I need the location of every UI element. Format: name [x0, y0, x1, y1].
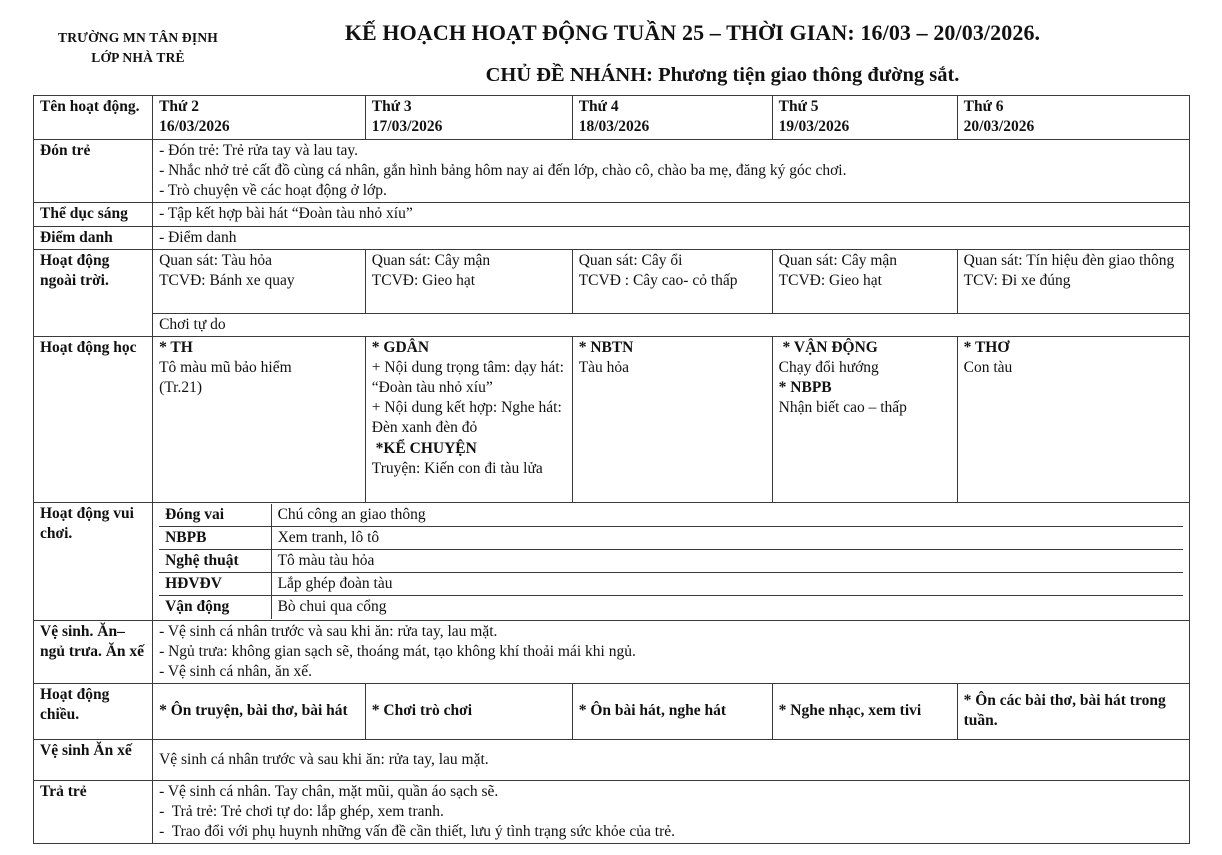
chieu-wed: * Ôn bài hát, nghe hát	[572, 683, 772, 739]
day-header-fri	[957, 96, 1189, 140]
row-label-hoc: Hoạt động học	[34, 336, 153, 502]
row-label-ngoai-troi: Hoạt động ngoài trời.	[34, 249, 153, 336]
row-label-vui-choi: Hoạt động vui chơi.	[34, 502, 153, 620]
day-header-mon	[153, 96, 366, 140]
game-line: TCVĐ : Cây cao- cỏ thấp	[578, 271, 738, 289]
lesson-line: Nhận biết cao – thấp	[778, 399, 907, 417]
observe-line: Quan sát: Cây mận	[778, 251, 898, 269]
lesson-title: * THƠ	[963, 338, 1010, 356]
day-date: 19/03/2026	[778, 118, 850, 136]
vui-choi-item	[159, 504, 1183, 527]
row-label-ve-sinh-an-xe: Vệ sinh Ăn xế	[34, 739, 153, 780]
vui-choi-item	[159, 526, 1183, 549]
ngoai-troi-thu	[772, 249, 957, 313]
lesson-line: + Nội dung kết hợp: Nghe hát: Đèn xanh đèn đỏ	[371, 399, 566, 437]
row-label-chieu: Hoạt động chiều.	[34, 683, 153, 739]
ngoai-troi-tue	[365, 249, 572, 313]
row-free-play	[34, 313, 1190, 336]
row-don-tre	[34, 140, 1190, 203]
school-block	[33, 10, 243, 69]
hygiene-line: - Vệ sinh cá nhân trước và sau khi ăn: rửa tay, lau mặt.	[159, 622, 498, 640]
vui-choi-cell	[153, 502, 1190, 620]
corner-value: Xem tranh, lô tô	[271, 526, 1183, 549]
corner-value: Chú công an giao thông	[271, 504, 1183, 527]
day-name: Thứ 3	[371, 98, 412, 115]
vui-choi-subtable	[159, 504, 1183, 619]
lesson-line: Chạy đổi hướng	[778, 358, 879, 376]
lesson-title: * NBPB	[778, 379, 832, 397]
title-block	[243, 10, 1190, 87]
hoc-fri	[957, 336, 1189, 502]
row-label-don-tre: Đón trẻ	[34, 140, 153, 203]
don-tre-line: - Đón trẻ: Trẻ rửa tay và lau tay.	[159, 142, 359, 159]
game-line: TCV: Đi xe đúng	[963, 271, 1071, 289]
ngoai-troi-wed	[572, 249, 772, 313]
hoc-wed	[572, 336, 772, 502]
page-subtitle: CHỦ ĐỀ NHÁNH: Phương tiện giao thông đường sắt.	[485, 64, 960, 86]
row-tra-tre	[34, 780, 1190, 843]
the-duc-sang-cell: - Tập kết hợp bài hát “Đoàn tàu nhỏ xíu”	[153, 203, 1190, 226]
observe-line: Quan sát: Tàu hỏa	[159, 251, 272, 269]
observe-line: Quan sát: Tín hiệu đèn giao thông	[963, 251, 1175, 269]
lesson-title: * TH	[159, 338, 193, 356]
row-hoat-dong-chieu	[34, 683, 1190, 739]
lesson-title: * NBTN	[578, 338, 634, 356]
day-name: Thứ 5	[778, 98, 819, 115]
don-tre-line: - Trò chuyện về các hoạt động ở lớp.	[159, 182, 387, 200]
chieu-thu: * Nghe nhạc, xem tivi	[772, 683, 957, 739]
game-line: TCVĐ: Bánh xe quay	[159, 271, 295, 289]
document-header	[33, 10, 1190, 87]
day-date: 16/03/2026	[159, 118, 230, 136]
tra-tre-line: - Trả trẻ: Trẻ chơi tự do: lắp ghép, xem tranh.	[159, 803, 444, 821]
ve-sinh-an-xe-cell: Vệ sinh cá nhân trước và sau khi ăn: rửa tay, lau mặt.	[153, 739, 1190, 780]
lesson-title: * GDÂN	[371, 338, 430, 356]
chieu-mon: * Ôn truyện, bài thơ, bài hát	[153, 683, 366, 739]
lesson-line: (Tr.21)	[159, 379, 202, 397]
row-label-diem-danh: Điểm danh	[34, 226, 153, 249]
row-ve-sinh-ngu	[34, 620, 1190, 683]
free-play-cell: Chơi tự do	[153, 313, 1190, 336]
corner-key: Vận động	[159, 596, 271, 619]
hoc-mon	[153, 336, 366, 502]
day-header-wed	[572, 96, 772, 140]
ngoai-troi-fri	[957, 249, 1189, 313]
corner-value: Tô màu tàu hỏa	[271, 550, 1183, 573]
hygiene-line: - Vệ sinh cá nhân, ăn xế.	[159, 662, 313, 680]
corner-value: Bò chui qua cổng	[277, 598, 387, 616]
lesson-line: Tàu hỏa	[578, 358, 630, 376]
diem-danh-cell: - Điểm danh	[153, 226, 1190, 249]
observe-line: Quan sát: Cây ổi	[578, 251, 683, 269]
day-header-thu	[772, 96, 957, 140]
page-title: KẾ HOẠCH HOẠT ĐỘNG TUẦN 25 – THỜI GIAN: 16/03 – 20/03/2026.	[344, 20, 1041, 45]
row-hoat-dong-hoc	[34, 336, 1190, 502]
hygiene-line: - Ngủ trưa: không gian sạch sẽ, thoáng mát, tạo không khí thoải mái khi ngủ.	[159, 642, 636, 660]
lesson-line: + Nội dung trọng tâm: dạy hát: “Đoàn tàu nhỏ xíu”	[371, 358, 568, 397]
row-the-duc-sang	[34, 203, 1190, 226]
lesson-line: Con tàu	[963, 358, 1013, 376]
game-line: TCVĐ: Gieo hạt	[371, 271, 476, 289]
tra-tre-line: - Vệ sinh cá nhân. Tay chân, mặt mũi, quần áo sạch sẽ.	[159, 782, 499, 800]
table-header-row	[34, 96, 1190, 140]
row-label-tra-tre: Trả trẻ	[34, 780, 153, 843]
row-label-the-duc-sang: Thể dục sáng	[34, 203, 153, 226]
hoc-thu	[772, 336, 957, 502]
vui-choi-item	[159, 596, 1183, 619]
chieu-fri: * Ôn các bài thơ, bài hát trong tuần.	[957, 683, 1189, 739]
corner-key: NBPB	[159, 526, 271, 549]
ve-sinh-ngu-cell	[153, 620, 1190, 683]
lesson-title: * VẬN ĐỘNG	[778, 338, 878, 356]
tra-tre-line: - Trao đổi với phụ huynh những vấn đề cần thiết, lưu ý tình trạng sức khỏe của trẻ.	[159, 823, 676, 841]
hoc-tue	[365, 336, 572, 502]
corner-key: Nghệ thuật	[159, 550, 271, 573]
row-vui-choi	[34, 502, 1190, 620]
lesson-line: Truyện: Kiến con đi tàu lửa	[371, 459, 543, 477]
corner-header: Tên hoạt động.	[34, 96, 153, 140]
vui-choi-item	[159, 573, 1183, 596]
corner-key: Đóng vai	[159, 504, 271, 527]
lesson-title: *KỂ CHUYỆN	[371, 439, 477, 457]
don-tre-cell	[153, 140, 1190, 203]
weekly-plan-table	[33, 95, 1190, 844]
day-name: Thứ 4	[578, 98, 619, 115]
ngoai-troi-mon	[153, 249, 366, 313]
row-label-ve-sinh-ngu: Vệ sinh. Ăn– ngủ trưa. Ăn xế	[34, 620, 153, 683]
day-name: Thứ 2	[159, 98, 199, 115]
row-ve-sinh-an-xe	[34, 739, 1190, 780]
corner-value: Lắp ghép đoàn tàu	[271, 573, 1183, 596]
chieu-tue: * Chơi trò chơi	[365, 683, 572, 739]
day-date: 18/03/2026	[578, 118, 650, 136]
corner-key: HĐVĐV	[159, 573, 271, 596]
row-diem-danh	[34, 226, 1190, 249]
tra-tre-cell	[153, 780, 1190, 843]
lesson-line: Tô màu mũ bảo hiểm	[159, 358, 292, 376]
school-name: TRƯỜNG MN TÂN ĐỊNH	[58, 30, 218, 45]
row-ngoai-troi	[34, 249, 1190, 313]
day-date: 17/03/2026	[371, 118, 443, 136]
class-name: LỚP NHÀ TRẺ	[91, 50, 185, 66]
day-name: Thứ 6	[963, 98, 1004, 115]
day-date: 20/03/2026	[963, 118, 1035, 136]
day-header-tue	[365, 96, 572, 140]
observe-line: Quan sát: Cây mận	[371, 251, 491, 269]
don-tre-line: - Nhắc nhở trẻ cất đồ cùng cá nhân, gắn hình bảng hôm nay ai đến lớp, chào cô, chào ba mẹ, đăng ký góc chơi.	[159, 162, 847, 180]
vui-choi-item	[159, 550, 1183, 573]
game-line: TCVĐ: Gieo hạt	[778, 271, 882, 289]
